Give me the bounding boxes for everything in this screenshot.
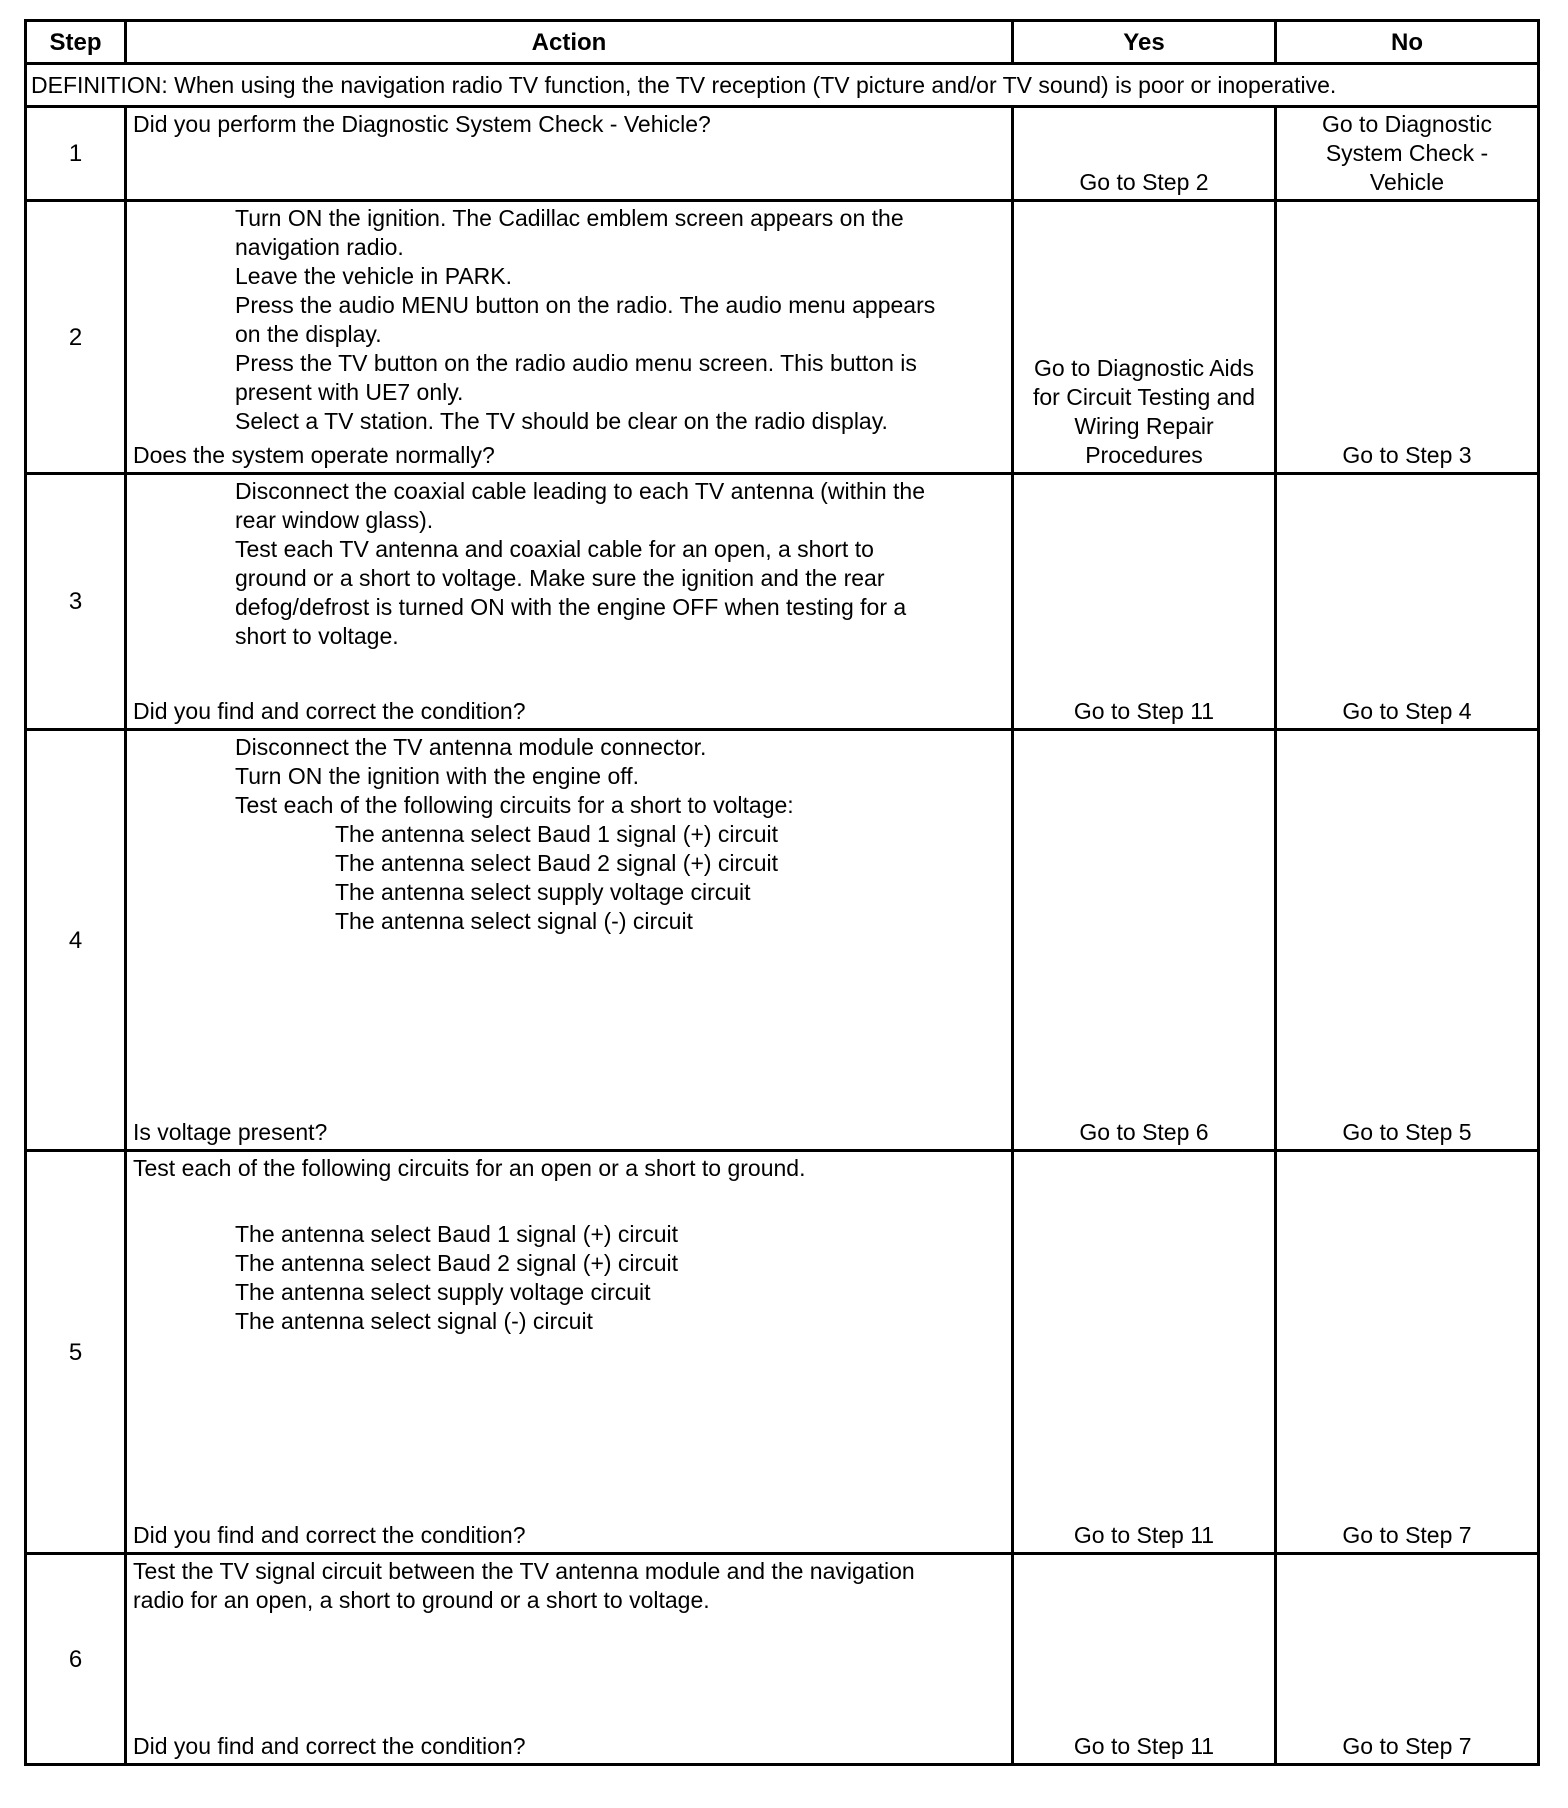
table-row: [26, 1554, 1539, 1765]
action-intro: Test the TV signal circuit between the TV antenna module and the navigation: [133, 1558, 915, 1584]
circuit-line: The antenna select Baud 2 signal (+) circuit: [235, 1250, 678, 1276]
no-result: Go to Step 5: [1342, 1119, 1472, 1145]
yes-result: Procedures: [1085, 442, 1203, 468]
yes-result: Go to Step 2: [1079, 169, 1209, 195]
action-cell: [126, 1554, 1013, 1765]
action-question: Did you perform the Diagnostic System Check - Vehicle?: [133, 111, 711, 137]
yes-cell: [1013, 474, 1276, 730]
yes-cell: [1013, 107, 1276, 201]
yes-result: Go to Step 6: [1079, 1119, 1209, 1145]
no-cell: [1276, 107, 1539, 201]
no-result: Go to Step 3: [1342, 442, 1472, 468]
no-cell: [1276, 1151, 1539, 1554]
definition-row: [26, 64, 1539, 107]
action-line: Leave the vehicle in PARK.: [235, 263, 513, 289]
table-row: [26, 730, 1539, 1151]
action-line: Select a TV station. The TV should be clear on the radio display.: [235, 408, 888, 434]
diagnostic-table: [24, 19, 1540, 1766]
table-row: [26, 201, 1539, 474]
yes-result: Wiring Repair: [1074, 413, 1214, 439]
no-result: System Check -: [1325, 140, 1489, 166]
step-number: 6: [26, 1554, 126, 1765]
circuit-line: The antenna select signal (-) circuit: [235, 1308, 593, 1334]
yes-cell: [1013, 1151, 1276, 1554]
action-line: present with UE7 only.: [235, 379, 464, 405]
header-row: [26, 21, 1539, 64]
yes-result: Go to Diagnostic Aids: [1034, 355, 1254, 381]
yes-cell: [1013, 201, 1276, 474]
header-no: No: [1276, 21, 1539, 64]
action-cell: [126, 1151, 1013, 1554]
action-cell: [126, 107, 1013, 201]
no-cell: [1276, 474, 1539, 730]
no-result: Go to Step 4: [1342, 698, 1472, 724]
definition-text: DEFINITION: When using the navigation radio TV function, the TV reception (TV picture and/or TV sound) is poor or inoperative.: [26, 64, 1539, 107]
yes-result: Go to Step 11: [1073, 1522, 1215, 1548]
no-result: Go to Diagnostic: [1321, 111, 1493, 137]
action-question: Did you find and correct the condition?: [133, 1522, 526, 1548]
action-question: Is voltage present?: [133, 1119, 328, 1145]
action-line: Disconnect the TV antenna module connector.: [235, 734, 707, 760]
action-cell: [126, 730, 1013, 1151]
action-question: Did you find and correct the condition?: [133, 698, 526, 724]
header-action: Action: [126, 21, 1013, 64]
no-result: Go to Step 7: [1342, 1522, 1472, 1548]
action-line: Turn ON the ignition. The Cadillac emblem screen appears on the: [235, 205, 904, 231]
circuit-line: The antenna select signal (-) circuit: [335, 908, 693, 934]
yes-result: for Circuit Testing and: [1032, 384, 1255, 410]
no-cell: [1276, 201, 1539, 474]
no-result: Vehicle: [1369, 169, 1445, 195]
yes-result: Go to Step 11: [1073, 1733, 1215, 1759]
action-line: Test each TV antenna and coaxial cable for an open, a short to: [235, 536, 874, 562]
no-cell: [1276, 1554, 1539, 1765]
table-row: [26, 107, 1539, 201]
table-row: [26, 1151, 1539, 1554]
action-line: Turn ON the ignition with the engine off.: [235, 763, 640, 789]
step-number: 1: [26, 107, 126, 201]
action-line: rear window glass).: [235, 507, 434, 533]
circuit-line: The antenna select Baud 1 signal (+) circuit: [235, 1221, 678, 1247]
step-number: 3: [26, 474, 126, 730]
action-line: ground or a short to voltage. Make sure the ignition and the rear: [235, 565, 885, 591]
no-cell: [1276, 730, 1539, 1151]
yes-result: Go to Step 11: [1073, 698, 1215, 724]
action-line: Test each of the following circuits for a short to voltage:: [235, 792, 794, 818]
action-intro: Test each of the following circuits for an open or a short to ground.: [133, 1155, 806, 1181]
table-row: [26, 474, 1539, 730]
action-line: defog/defrost is turned ON with the engine OFF when testing for a: [235, 594, 907, 620]
action-cell: [126, 201, 1013, 474]
yes-cell: [1013, 1554, 1276, 1765]
circuit-line: The antenna select Baud 2 signal (+) circuit: [335, 850, 778, 876]
action-line: navigation radio.: [235, 234, 404, 260]
action-cell: [126, 474, 1013, 730]
header-step: Step: [26, 21, 126, 64]
action-line: short to voltage.: [235, 623, 399, 649]
step-number: 4: [26, 730, 126, 1151]
action-line: on the display.: [235, 321, 382, 347]
step-number: 5: [26, 1151, 126, 1554]
no-result: Go to Step 7: [1342, 1733, 1472, 1759]
header-yes: Yes: [1013, 21, 1276, 64]
yes-cell: [1013, 730, 1276, 1151]
action-line: Press the audio MENU button on the radio. The audio menu appears: [235, 292, 936, 318]
action-line: Disconnect the coaxial cable leading to each TV antenna (within the: [235, 478, 926, 504]
circuit-line: The antenna select supply voltage circuit: [235, 1279, 651, 1305]
action-intro: radio for an open, a short to ground or a short to voltage.: [133, 1587, 710, 1613]
action-line: Press the TV button on the radio audio menu screen. This button is: [235, 350, 917, 376]
action-question: Did you find and correct the condition?: [133, 1733, 526, 1759]
circuit-line: The antenna select Baud 1 signal (+) circuit: [335, 821, 778, 847]
action-question: Does the system operate normally?: [133, 442, 495, 468]
circuit-line: The antenna select supply voltage circuit: [335, 879, 751, 905]
step-number: 2: [26, 201, 126, 474]
